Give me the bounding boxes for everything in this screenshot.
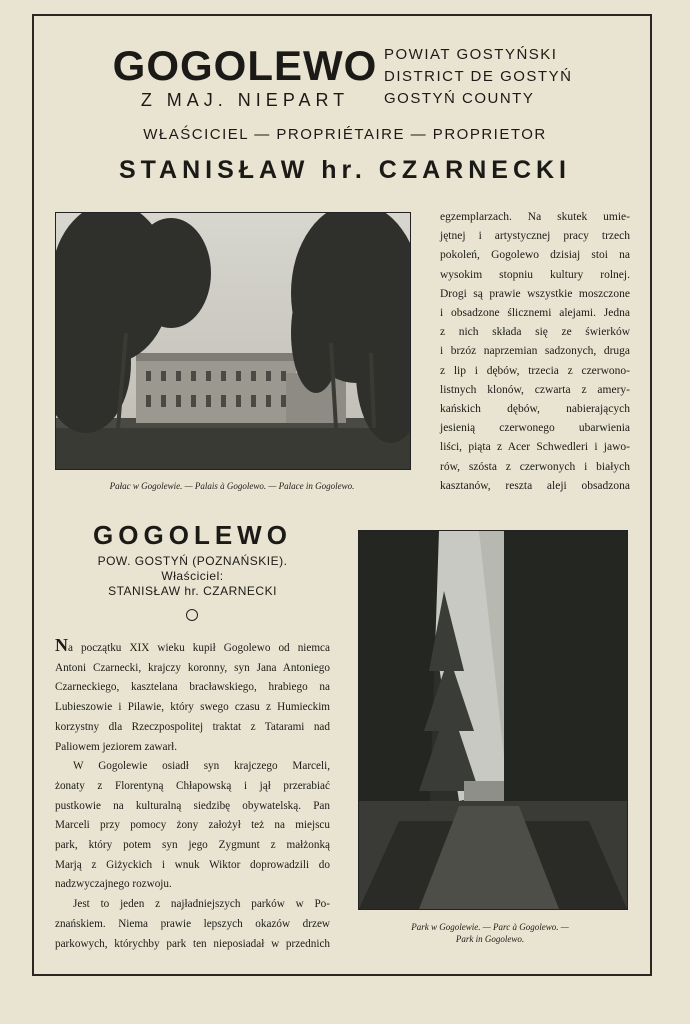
- park-caption-line: Park in Gogolewo.: [455, 934, 525, 944]
- text-line: parkowych, którychby park ten nieposiadał w przednich: [55, 937, 330, 950]
- text-line: znańskiem. Niema prawie lepszych okazów drzew: [55, 917, 330, 930]
- park-photo: [358, 530, 628, 910]
- header-title: GOGOLEWO: [112, 42, 378, 89]
- text-line: Paliowem jeziorem zawarł.: [55, 740, 178, 753]
- header-right-line: POWIAT GOSTYŃSKI: [384, 46, 558, 63]
- text-line: korzystny dla Rzeczpospolitej traktat z Tatarami nad: [55, 720, 330, 733]
- ornament-circle: [186, 609, 198, 621]
- text-line: Lubieszowie i Pilawie, który swego czasu z Humieckim: [55, 701, 330, 714]
- text-line: i brzóz naprzemian sadzonych, druga: [440, 345, 630, 358]
- park-caption-line: Park w Gogolewie. — Parc à Gogolewo. —: [411, 922, 569, 932]
- section-subtitle: [40, 554, 345, 599]
- section-sub-line: Właściciel:: [161, 569, 224, 583]
- section-sub-line: POW. GOSTYŃ (POZNAŃSKIE).: [97, 554, 288, 568]
- text-line: rów, szósta z czerwonych i białych: [440, 460, 630, 473]
- text-fragment: a początku XIX wieku kupił Gogolewo od niemca: [68, 642, 330, 654]
- text-line: listnych klonów, czwarta z amery-: [440, 383, 630, 396]
- text-line: jętnej i artystycznej pracy trzech: [440, 230, 630, 243]
- text-line: [55, 636, 330, 659]
- text-line: i obsadzone ślicznemi alejami. Jedna: [440, 307, 630, 320]
- text-line: Jest to jeden z najładniejszych parków w Po-: [73, 898, 330, 911]
- drop-cap: N: [55, 635, 68, 655]
- palace-photo: [55, 212, 411, 470]
- text-line: kańskich dębów, nabierających: [440, 403, 630, 416]
- header-right-line: DISTRICT DE GOSTYŃ: [384, 68, 573, 85]
- text-line: wysokim stopniu kultury rolnej.: [440, 268, 630, 281]
- header-subtitle: Z MAJ. NIEPART: [140, 90, 350, 110]
- header-right: [384, 44, 584, 110]
- text-line: z nich składa się ze świerków: [440, 326, 630, 339]
- header-right-line: GOSTYŃ COUNTY: [384, 90, 535, 107]
- right-column-text: [440, 208, 630, 496]
- park-caption: [370, 921, 610, 945]
- text-line: liści, piąta z Acer Schwedleri i jawo-: [440, 441, 630, 454]
- text-line: żonaty z Florentyną Chłapowską i jął przerabiać: [55, 779, 330, 792]
- text-line: nadzwyczajnego rozwoju.: [55, 878, 172, 891]
- text-line: Marją z Giżyckich i wnuk Wiktor doprowadzili do: [55, 858, 330, 871]
- text-line: kasztanów, reszta aleji obsadzona: [440, 479, 630, 492]
- text-line: pokoleń, Gogolewo dzisiaj stoi na: [440, 249, 630, 262]
- text-line: egzemplarzach. Na skutek umie-: [440, 211, 630, 223]
- section-sub-line: STANISŁAW hr. CZARNECKI: [108, 584, 277, 598]
- owner-name: STANISŁAW hr. CZARNECKI: [118, 156, 572, 184]
- owner-line: WŁAŚCICIEL — PROPRIÉTAIRE — PROPRIETOR: [143, 126, 547, 143]
- text-line: Drogi są prawie wszystkie moszczone: [440, 287, 630, 300]
- section-title: GOGOLEWO: [93, 520, 292, 550]
- text-line: Czarneckiego, kasztelana bracławskiego, hrabiego na: [55, 681, 330, 694]
- text-line: z lip i dębów, trzecia z czerwono-: [440, 364, 630, 377]
- text-line: Antoni Czarnecki, krajczy koronny, syn Jana Antoniego: [55, 661, 330, 674]
- text-line: jesienią czerwonego ubarwienia: [440, 422, 630, 435]
- text-line: pustkowie na kulturalną siedzibę obywatelską. Pan: [55, 799, 330, 812]
- text-line: park, który potem syn jego Zygmunt z małżonką: [55, 839, 330, 852]
- text-line: Marceli przy pomocy żony założył też na miejscu: [55, 819, 330, 832]
- left-body-text: [55, 636, 330, 954]
- header-left: [100, 44, 390, 111]
- text-line: W Gogolewie osiadł syn krajczego Marceli,: [73, 760, 330, 773]
- palace-caption: Pałac w Gogolewie. — Palais à Gogolewo. — Palace in Gogolewo.: [109, 481, 355, 491]
